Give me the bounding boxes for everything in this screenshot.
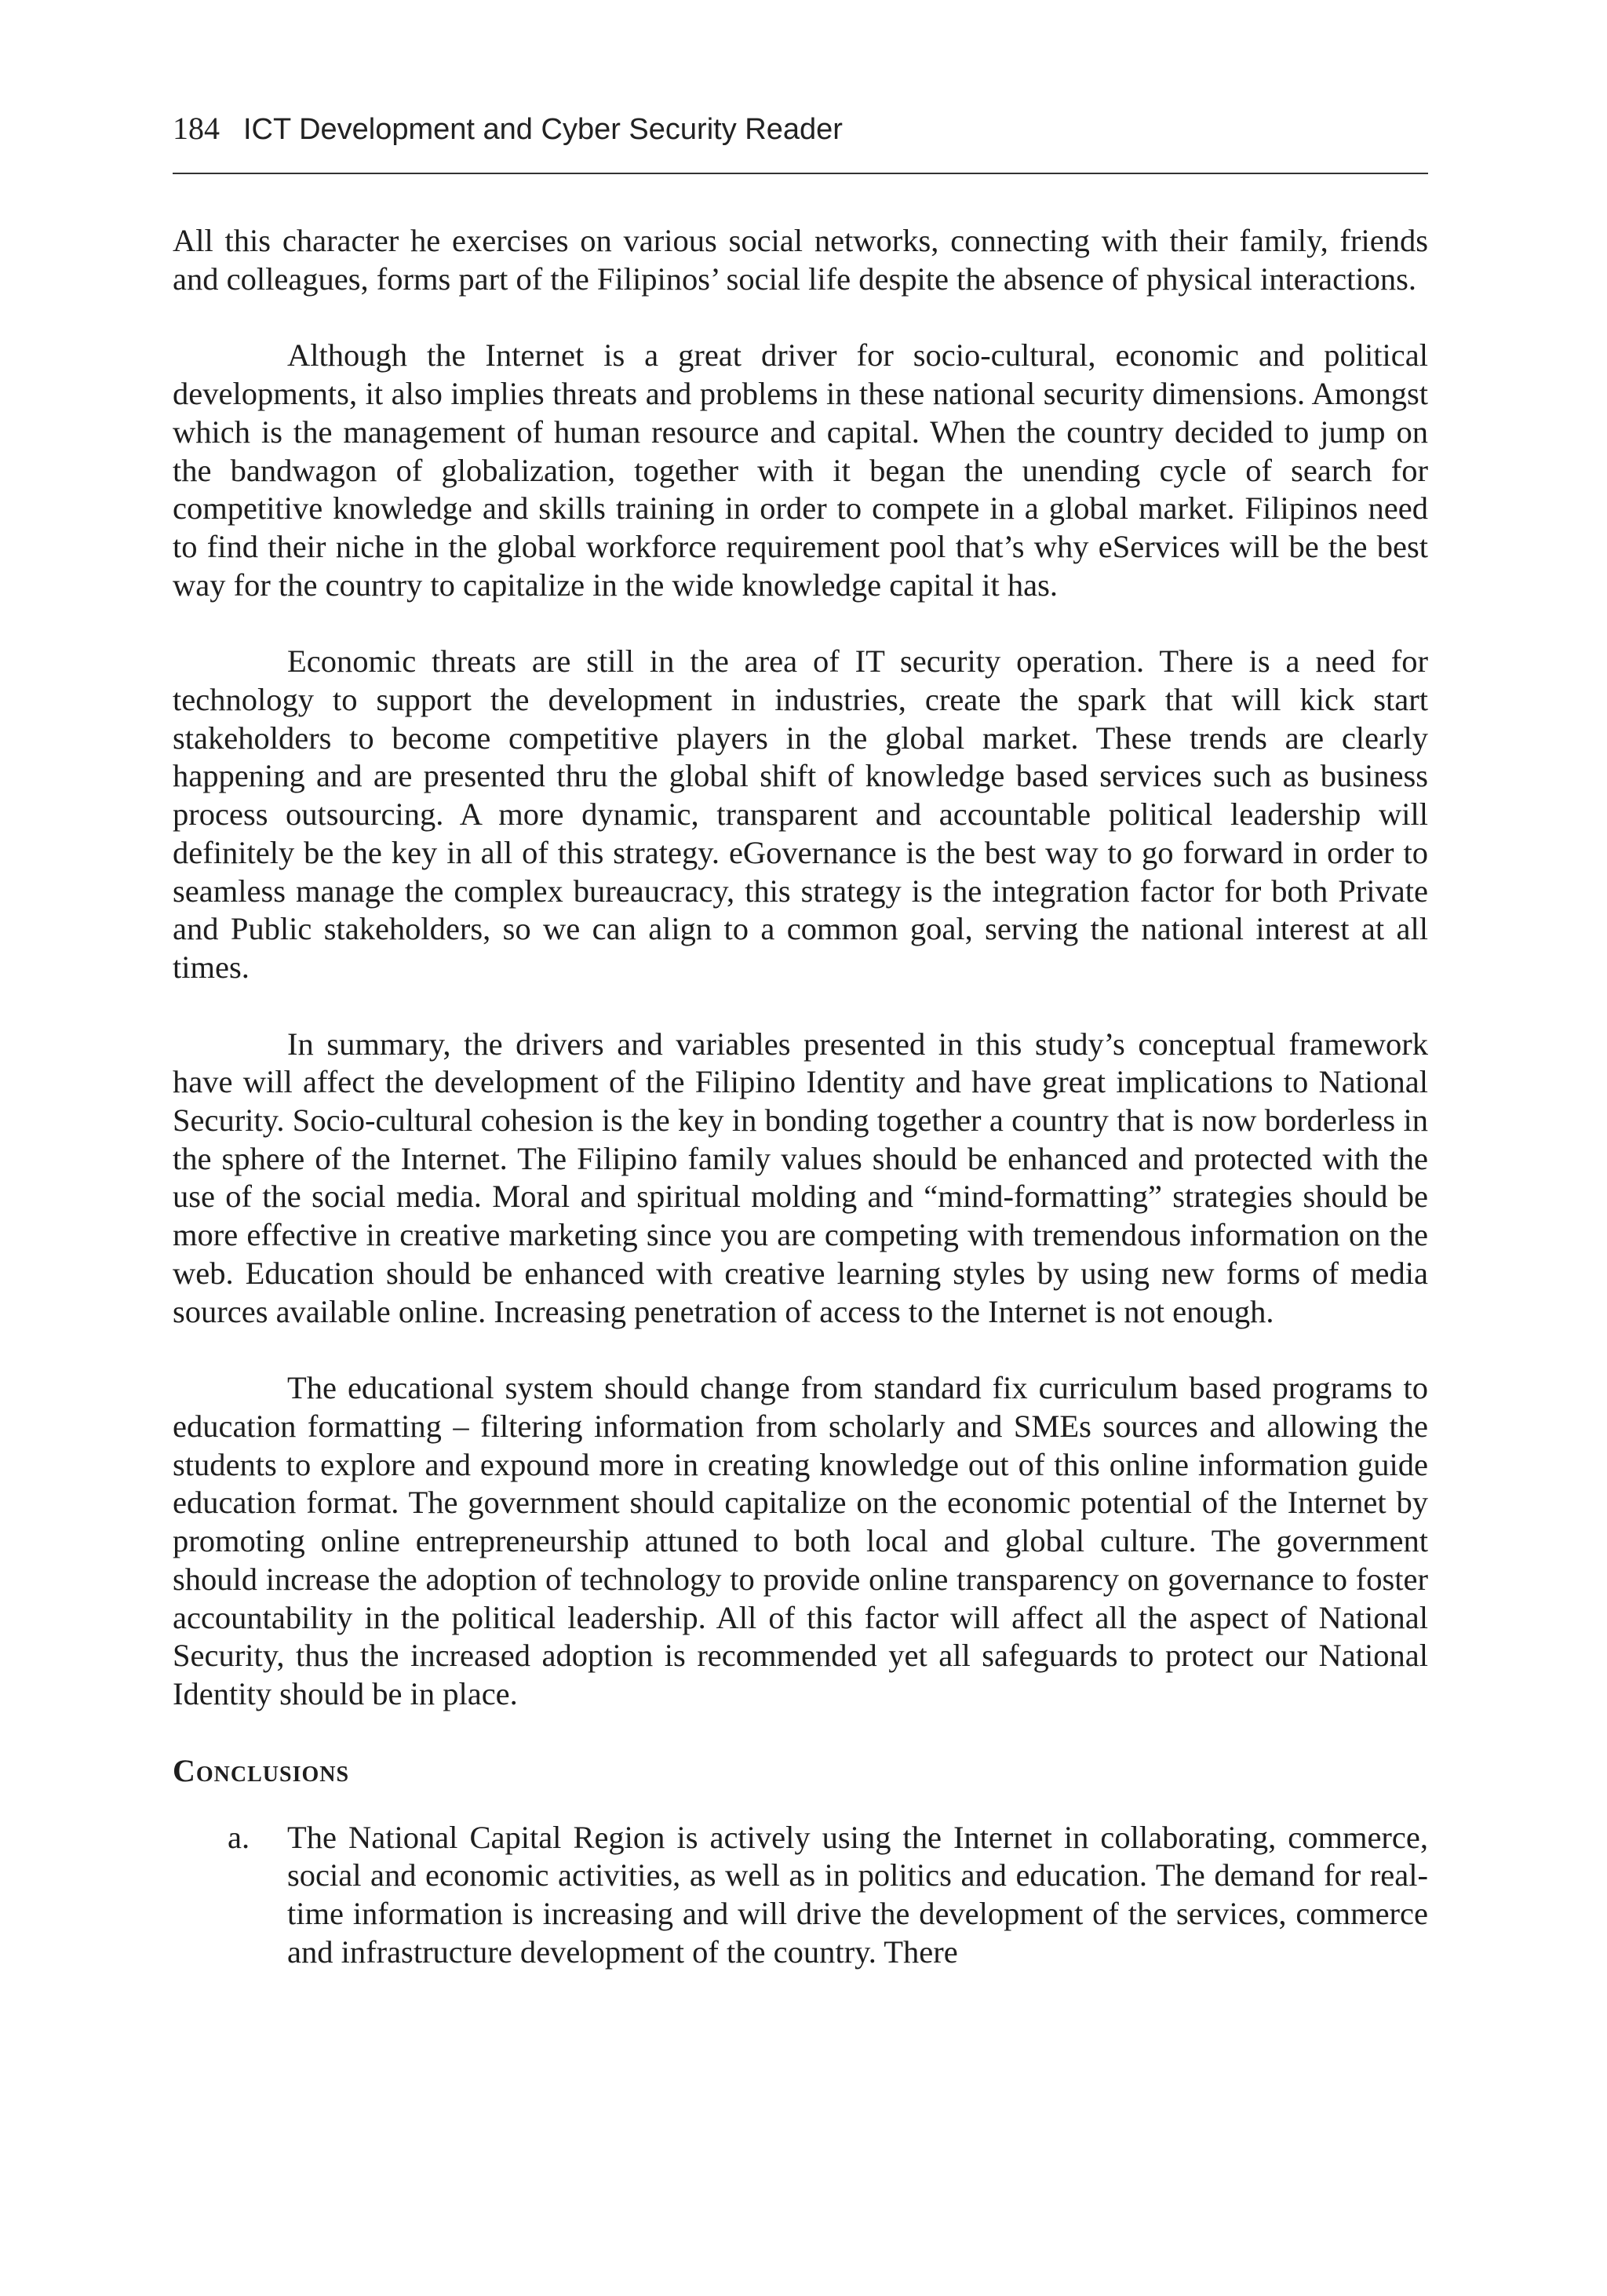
conclusions-heading: Conclusions — [173, 1752, 350, 1788]
list-marker: a. — [228, 1819, 250, 1855]
paragraph-3: Economic threats are still in the area of IT security operation. There is a need for technology to support the development in industries, create the spark that will kick start stakeholders to become competitive players in the global market. These trends are clearly happening and are presented thru the global shift of knowledge based services such as business process outsourcing. A more dynamic, transparent and accountable political leadership will definitely be the key in all of this strategy. eGovernance is the best way to go forward in order to seamless manage the complex bureaucracy, this strategy is the integration factor for both Private and Public stakeholders, so we can align to a common goal, serving the national interest at all times. — [173, 643, 1428, 985]
page-number: 184 — [173, 111, 220, 146]
paragraph-1: All this character he exercises on various social networks, connecting with their family, friends and colleagues, forms part of the Filipinos’ social life despite the absence of physical interactions. — [173, 223, 1428, 297]
paragraph-5: The educational system should change from standard fix curriculum based programs to education formatting – filtering information from scholarly and SMEs sources and allowing the students to explore and expound more in creating knowledge out of this online information guide education format. The government should capitalize on the economic potential of the Internet by promoting online entrepreneurship attuned to both local and global culture. The government should increase the adoption of technology to provide online transparency on governance to foster accountability in the political leadership. All of this factor will affect all the aspect of National Security, thus the increased adoption is recommended yet all safeguards to protect our National Identity should be in place. — [173, 1370, 1428, 1711]
conclusion-item-text: The National Capital Region is actively using the Internet in collaborating, commerce, social and economic activities, as well as in politics and education. The demand for real-time information is increasing and will drive the development of the services, commerce and infrastructure development of the country. There — [287, 1819, 1428, 1970]
header-divider — [173, 173, 1428, 174]
paragraph-2: Although the Internet is a great driver for socio-cultural, economic and political developments, it also implies threats and problems in these national security dimensions. Amongst which is the management of human resource and capital. When the country decided to jump on the bandwagon of globalization, together with it began the unending cycle of search for competitive knowledge and skills training in order to compete in a global market. Filipinos need to find their niche in the global workforce requirement pool that’s why eServices will be the best way for the country to capitalize in the wide knowledge capital it has. — [173, 337, 1428, 603]
book-title: ICT Development and Cyber Security Reader — [243, 113, 843, 146]
running-header — [173, 110, 1428, 154]
body-text — [173, 222, 1428, 1971]
paragraph-4: In summary, the drivers and variables presented in this study’s conceptual framework have will affect the development of the Filipino Identity and have great implications to National Security. Socio-cultural cohesion is the key in bonding together a country that is now borderless in the sphere of the Internet. The Filipino family values should be enhanced and protected with the use of the social media. Moral and spiritual molding and “mind-formatting” strategies should be more effective in creative marketing since you are competing with tremendous information on the web. Education should be enhanced with creative learning styles by using new forms of media sources available online. Increasing penetration of access to the Internet is not enough. — [173, 1026, 1428, 1329]
conclusion-item-a — [173, 1819, 1428, 1972]
